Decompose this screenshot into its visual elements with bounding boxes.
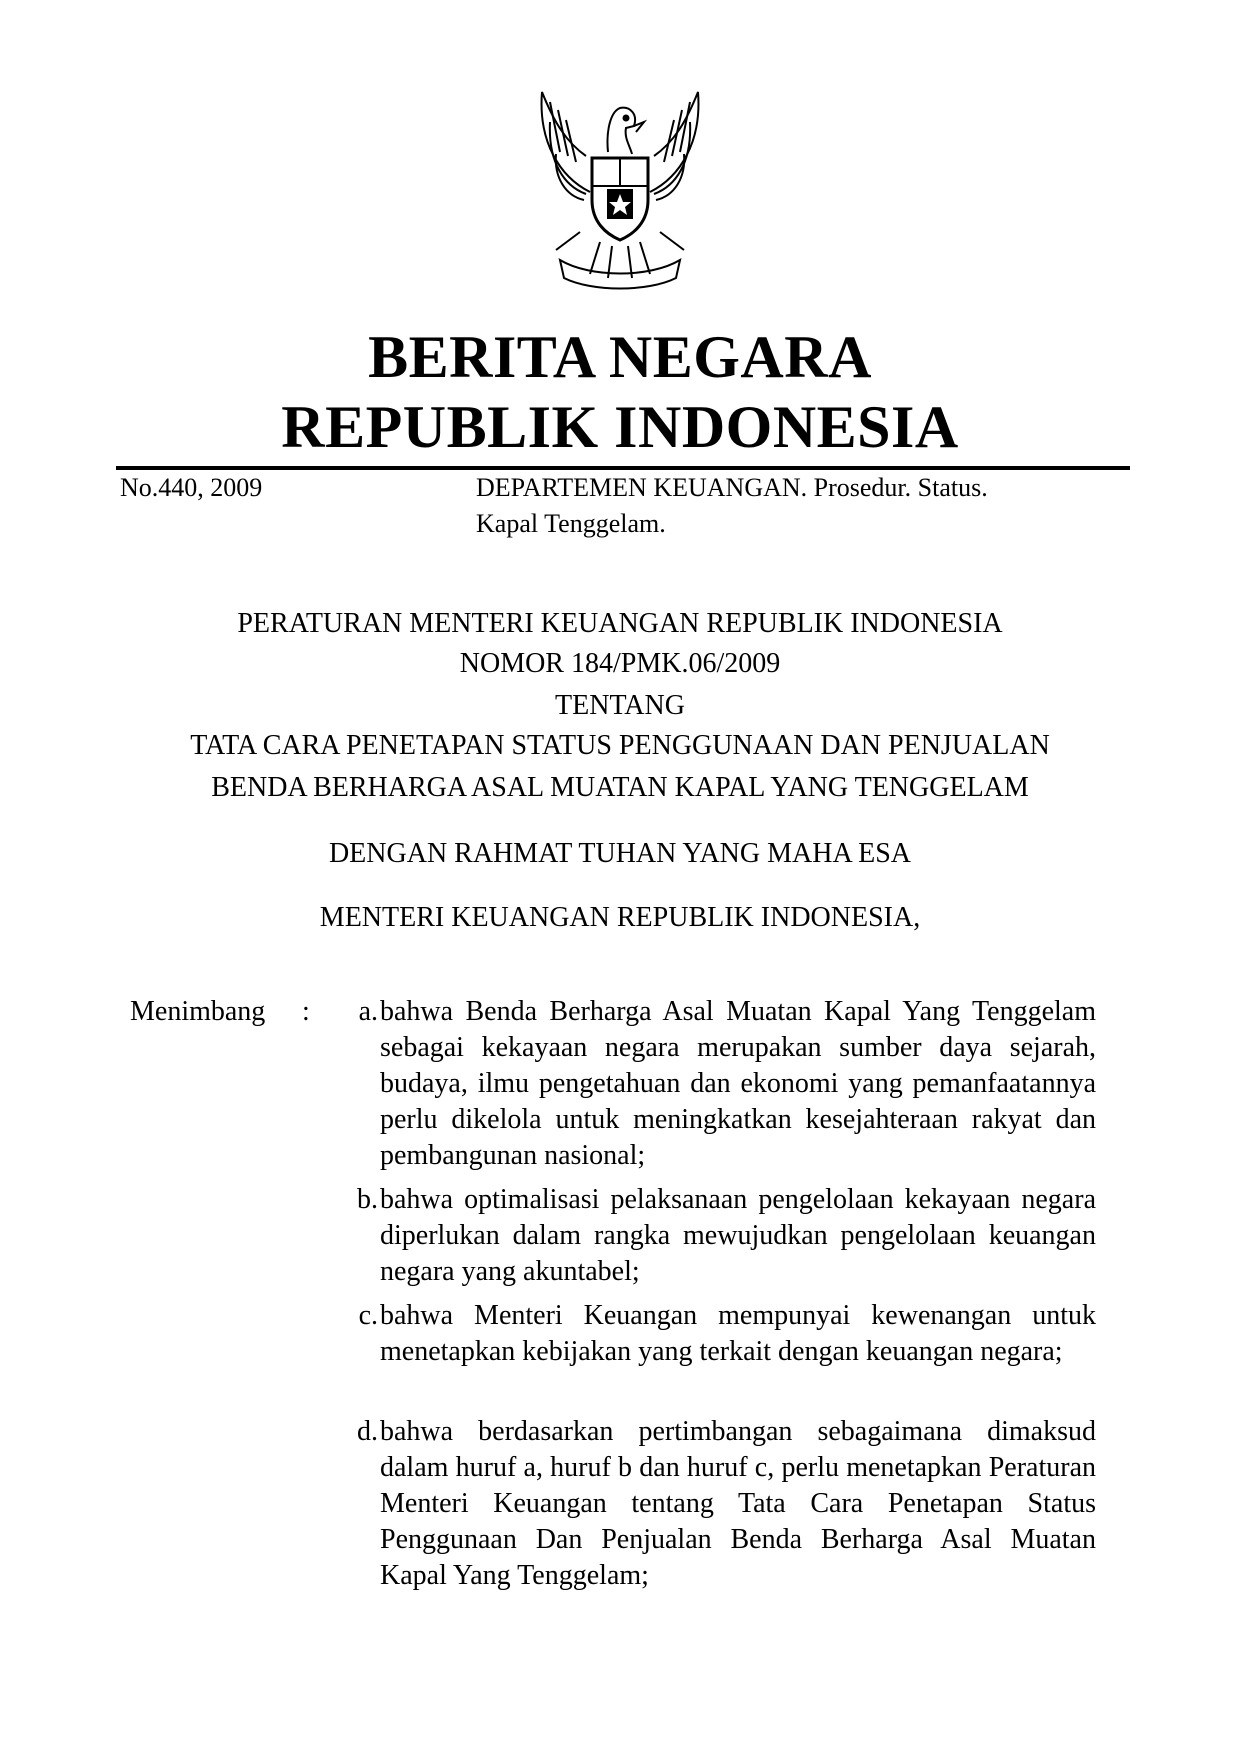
- regulation-subject-line-2: BENDA BERHARGA ASAL MUATAN KAPAL YANG TENGGELAM: [211, 772, 1029, 803]
- regulation-title: PERATURAN MENTERI KEUANGAN REPUBLIK INDONESIA: [237, 608, 1003, 639]
- gazette-description: [476, 470, 1136, 542]
- item-text: bahwa berdasarkan pertimbangan sebagaimana dimaksud dalam huruf a, huruf b dan huruf c, perlu menetapkan Peraturan Menteri Keuangan tentang Tata Cara Penetapan Status Penggunaan Dan Penjualan Benda Berharga Asal Muatan Kapal Yang Tenggelam;: [380, 1416, 1096, 1591]
- item-text: bahwa optimalisasi pelaksanaan pengelolaan kekayaan negara diperlukan dalam rangka mewujudkan pengelolaan keuangan negara yang akuntabel;: [380, 1184, 1096, 1287]
- masthead-title: BERITA NEGARA: [368, 324, 872, 390]
- garuda-pancasila-emblem: [520, 82, 720, 297]
- regulation-subject-line-1: TATA CARA PENETAPAN STATUS PENGGUNAAN DAN PENJUALAN: [190, 730, 1050, 761]
- considering-item-c: [338, 1298, 1098, 1370]
- regulation-about: TENTANG: [555, 690, 685, 721]
- item-letter: d.: [357, 1416, 378, 1447]
- invocation: DENGAN RAHMAT TUHAN YANG MAHA ESA: [328, 838, 912, 869]
- item-letter: b.: [357, 1184, 378, 1215]
- item-letter: c.: [358, 1300, 378, 1331]
- item-text: bahwa Benda Berharga Asal Muatan Kapal Yang Tenggelam sebagai kekayaan negara merupakan sumber daya sejarah, budaya, ilmu pengetahuan dan ekonomi yang pemanfaatannya perlu dikelola untuk meningkatkan kesejahteraan rakyat dan pembangunan nasional;: [380, 996, 1096, 1171]
- gazette-description-line-1: DEPARTEMEN KEUANGAN. Prosedur. Status.: [476, 473, 988, 502]
- regulation-number: NOMOR 184/PMK.06/2009: [459, 648, 781, 679]
- masthead-subtitle: REPUBLIK INDONESIA: [281, 394, 959, 460]
- issuer: MENTERI KEUANGAN REPUBLIK INDONESIA,: [319, 902, 921, 933]
- gazette-number: No.440, 2009: [120, 473, 263, 502]
- considering-item-a: [338, 994, 1098, 1174]
- item-text: bahwa Menteri Keuangan mempunyai kewenangan untuk menetapkan kebijakan yang terkait dengan keuangan negara;: [380, 1300, 1096, 1367]
- considering-item-b: [338, 1182, 1098, 1290]
- considering-colon: :: [302, 996, 310, 1027]
- considering-label: Menimbang: [130, 996, 266, 1027]
- considering-item-d: [338, 1414, 1098, 1594]
- gazette-description-line-2: Kapal Tenggelam.: [476, 509, 666, 538]
- item-letter: a.: [358, 996, 378, 1027]
